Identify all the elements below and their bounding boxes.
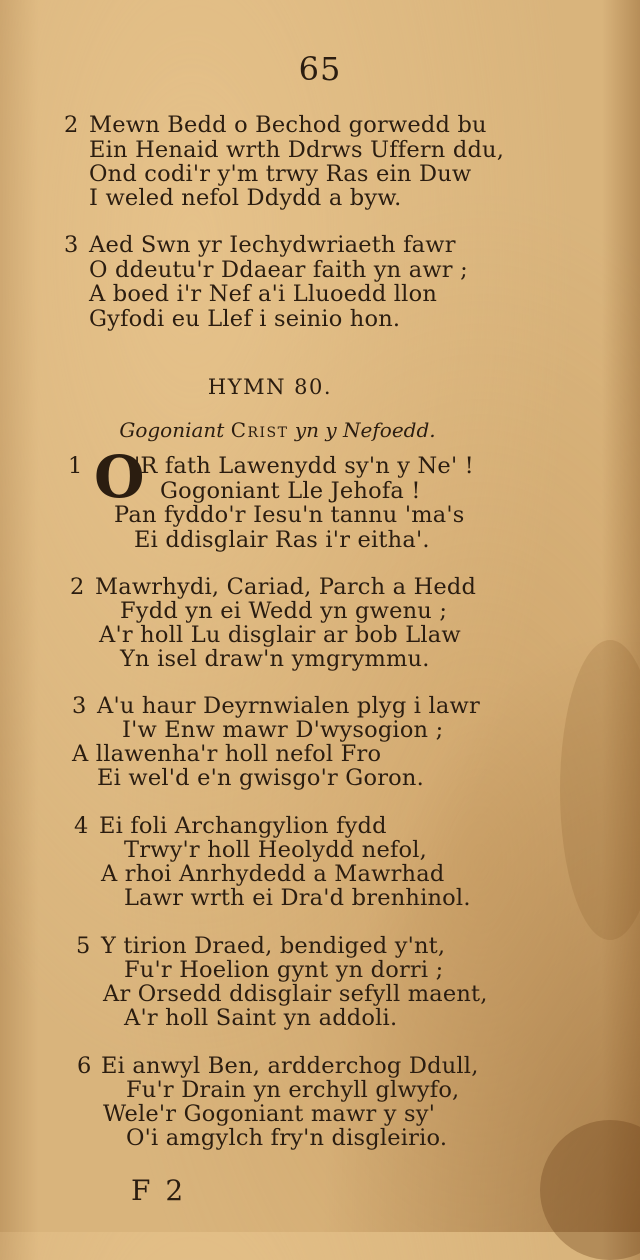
verse-line: Lawr wrth ei Dra'd brenhinol.	[124, 885, 471, 911]
verse-line: Fydd yn ei Wedd yn gwenu ;	[120, 598, 448, 624]
verse-line: I weled nefol Ddydd a byw.	[89, 185, 402, 211]
hymn-title: HYMN 80.	[207, 375, 333, 399]
verse-line: A llawenha'r holl nefol Fro	[72, 741, 382, 767]
stanza-number: 5	[76, 933, 91, 959]
verse-line: Mewn Bedd o Bechod gorwedd bu	[89, 112, 487, 138]
verse-line: A boed i'r Nef a'i Lluoedd llon	[89, 281, 438, 307]
paper-stain	[540, 1120, 640, 1260]
verse-line: Ei ddisglair Ras i'r eitha'.	[134, 527, 430, 553]
stanza-number: 4	[74, 813, 89, 839]
verse-line: A'r holl Saint yn addoli.	[124, 1005, 398, 1031]
verse-line: A rhoi Anrhydedd a Mawrhad	[101, 861, 445, 887]
verse-line: Ond codi'r y'm trwy Ras ein Duw	[89, 161, 472, 187]
verse-line: Fu'r Hoelion gynt yn dorri ;	[124, 957, 444, 983]
signature-mark: F 2	[131, 1174, 187, 1207]
verse-line: 'R fath Lawenydd sy'n y Ne' !	[134, 453, 474, 479]
stanza-number: 1	[68, 453, 83, 479]
verse-line: Fu'r Drain yn erchyll glwyfo,	[126, 1077, 460, 1103]
verse-line: Ei anwyl Ben, ardderchog Ddull,	[101, 1053, 479, 1079]
verse-line: Wele'r Gogoniant mawr y sy'	[103, 1101, 436, 1127]
subtitle-part: Gogoniant	[119, 418, 225, 442]
verse-line: Gogoniant Lle Jehofa !	[160, 478, 421, 504]
verse-line: I'w Enw mawr D'wysogion ;	[122, 717, 444, 743]
hymn-subtitle	[0, 418, 555, 442]
verse-line: Ein Henaid wrth Ddrws Uffern ddu,	[89, 137, 505, 163]
verse-line: Ar Orsedd ddisglair sefyll maent,	[103, 981, 488, 1007]
verse-line: Ei foli Archangylion fydd	[99, 813, 387, 839]
verse-line: A'r holl Lu disglair ar bob Llaw	[99, 622, 461, 648]
verse-line: O ddeutu'r Ddaear faith yn awr ;	[89, 257, 468, 283]
verse-line: Yn isel draw'n ymgrymmu.	[120, 646, 430, 672]
drop-cap: O	[94, 443, 145, 511]
stanza-number: 2	[64, 112, 79, 138]
verse-line: Trwy'r holl Heolydd nefol,	[124, 837, 427, 863]
paper-stain	[560, 640, 640, 940]
verse-line: A'u haur Deyrnwialen plyg i lawr	[97, 693, 480, 719]
subtitle-part: yn y Nefoedd.	[294, 418, 436, 442]
verse-line: Ei wel'd e'n gwisgo'r Goron.	[97, 765, 424, 791]
stanza-number: 3	[64, 232, 79, 258]
verse-line: Aed Swn yr Iechydwriaeth fawr	[89, 232, 456, 258]
stanza-number: 2	[70, 574, 85, 600]
verse-line: Gyfodi eu Llef i seinio hon.	[89, 306, 401, 332]
verse-line: Mawrhydi, Cariad, Parch a Hedd	[95, 574, 477, 600]
subtitle-caps: Crist	[230, 418, 289, 442]
stanza-number: 3	[72, 693, 87, 719]
verse-line: Pan fyddo'r Iesu'n tannu 'ma's	[114, 502, 465, 528]
verse-line: Y tirion Draed, bendiged y'nt,	[101, 933, 446, 959]
stanza-number: 6	[77, 1053, 92, 1079]
verse-line: O'i amgylch fry'n disgleirio.	[126, 1125, 448, 1151]
page-number: 65	[298, 50, 342, 88]
